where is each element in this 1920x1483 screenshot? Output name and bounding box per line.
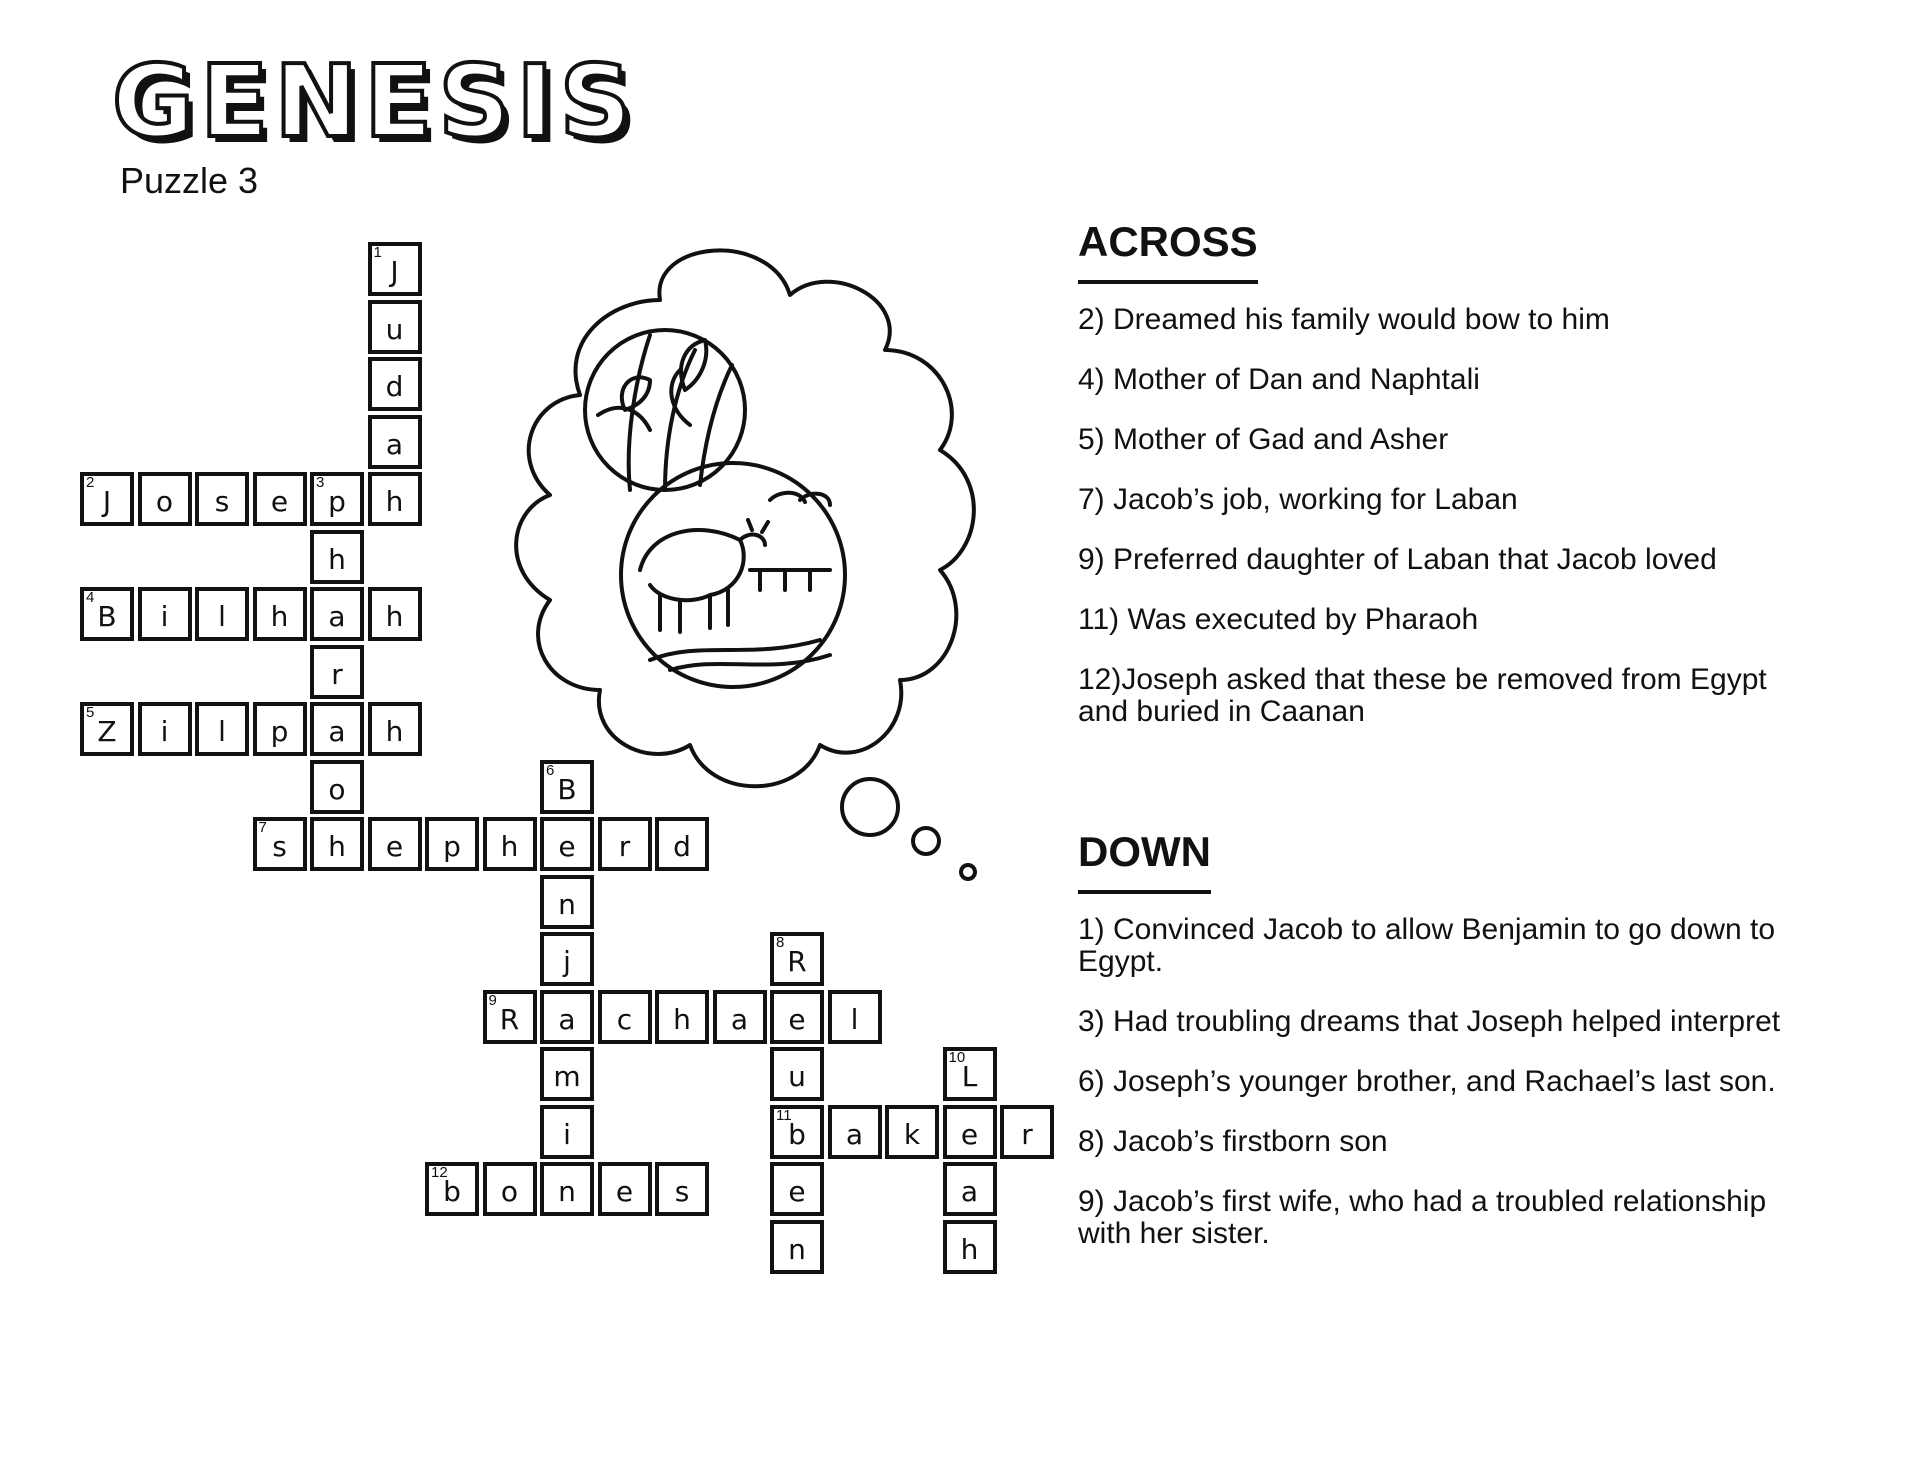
crossword-cell[interactable]: [770, 1047, 824, 1101]
crossword-cell[interactable]: [310, 702, 364, 756]
cell-letter: a: [730, 1002, 749, 1036]
cell-letter: d: [673, 830, 691, 863]
crossword-cell[interactable]: [598, 990, 652, 1044]
cell-letter: e: [788, 1002, 806, 1036]
crossword-cell[interactable]: [138, 702, 192, 756]
crossword-cell[interactable]: [195, 472, 249, 526]
across-clue-list: [1078, 304, 1818, 728]
cell-letter: a: [328, 715, 346, 748]
cell-letter: h: [385, 715, 404, 748]
wheat-dream-icon: [585, 330, 745, 490]
clue-item: 12)Joseph asked that these be removed from Egypt and buried in Caanan: [1078, 663, 1767, 728]
across-clues: [1078, 218, 1818, 756]
cell-letter: b: [788, 1117, 806, 1151]
cell-letter: B: [557, 772, 577, 806]
cell-letter: J: [390, 255, 399, 288]
crossword-cell[interactable]: [253, 702, 307, 756]
cell-letter: r: [618, 830, 631, 863]
clue-item: 11) Was executed by Pharaoh: [1078, 603, 1479, 636]
clue-item: 4) Mother of Dan and Naphtali: [1078, 363, 1480, 396]
clue-number: 11: [776, 1106, 792, 1124]
crossword-cell[interactable]: [138, 587, 192, 641]
clue-item: 6) Joseph’s younger brother, and Rachael’s last son.: [1078, 1065, 1776, 1098]
cell-letter: J: [102, 485, 112, 518]
cell-letter: h: [673, 1002, 691, 1036]
cell-letter: r: [1021, 1117, 1033, 1151]
clue-number: 12: [431, 1164, 448, 1181]
cell-letter: a: [960, 1175, 979, 1208]
crossword-cell[interactable]: [655, 1162, 709, 1216]
cell-letter: a: [385, 427, 404, 461]
clue-item: 9) Preferred daughter of Laban that Jacob loved: [1078, 543, 1717, 576]
cell-letter: o: [328, 772, 346, 806]
clue-number: 4: [86, 589, 95, 606]
cell-letter: h: [328, 542, 346, 576]
crossword-cell[interactable]: [598, 1162, 652, 1216]
clue-item: 7) Jacob’s job, working for Laban: [1078, 483, 1518, 516]
crossword-cell[interactable]: [195, 702, 249, 756]
down-clues: [1078, 828, 1818, 1278]
crossword-cell[interactable]: [310, 587, 364, 641]
crossword-cell[interactable]: [770, 1162, 824, 1216]
clue-item: 3) Had troubling dreams that Joseph helped interpret: [1078, 1005, 1781, 1038]
crossword-cell[interactable]: [368, 242, 422, 296]
clue-number: 8: [776, 934, 785, 951]
cell-letter: p: [328, 485, 346, 518]
crossword-cell[interactable]: [368, 472, 422, 526]
crossword-cell[interactable]: [943, 1162, 997, 1216]
cell-letter: j: [563, 945, 571, 978]
crossword-cell[interactable]: [483, 1162, 537, 1216]
thought-bubble-large: [842, 779, 898, 835]
crossword-cell[interactable]: [770, 1105, 824, 1159]
crossword-cell[interactable]: [540, 1047, 594, 1101]
down-clue-list: [1078, 914, 1818, 1250]
crossword-cell[interactable]: [368, 357, 422, 411]
cell-letter: u: [385, 312, 404, 346]
crossword-cell[interactable]: [770, 1220, 824, 1274]
crossword-cell[interactable]: [828, 1105, 882, 1159]
cell-letter: u: [788, 1060, 806, 1093]
cell-letter: h: [385, 485, 404, 518]
clue-number: 5: [86, 704, 95, 721]
cell-letter: p: [443, 830, 461, 863]
crossword-cell[interactable]: [540, 932, 594, 986]
cell-letter: s: [214, 485, 230, 518]
crossword-cell[interactable]: [368, 587, 422, 641]
crossword-cell[interactable]: [540, 1162, 594, 1216]
crossword-cell[interactable]: [253, 587, 307, 641]
cell-letter: e: [788, 1175, 806, 1208]
crossword-cell[interactable]: [368, 415, 422, 469]
clue-item: 1) Convinced Jacob to allow Benjamin to go down to Egypt.: [1078, 913, 1776, 978]
cell-letter: p: [270, 715, 289, 748]
cell-letter: o: [155, 485, 174, 518]
cell-letter: n: [558, 887, 576, 921]
puzzle-subtitle: Puzzle 3: [120, 160, 259, 201]
cell-letter: s: [272, 830, 287, 863]
cell-letter: a: [558, 1002, 576, 1036]
crossword-cell[interactable]: [425, 817, 479, 871]
clue-item: 5) Mother of Gad and Asher: [1078, 423, 1449, 456]
crossword-cell[interactable]: [540, 990, 594, 1044]
crossword-cell[interactable]: [368, 300, 422, 354]
cell-letter: m: [553, 1060, 581, 1093]
cell-letter: i: [160, 715, 169, 748]
cell-letter: L: [961, 1060, 978, 1093]
crossword-cell[interactable]: [770, 990, 824, 1044]
crossword-cell[interactable]: [195, 587, 249, 641]
crossword-cell[interactable]: [828, 990, 882, 1044]
cell-letter: l: [218, 715, 226, 748]
crossword-cell[interactable]: [310, 472, 364, 526]
thought-cloud-outline: [516, 250, 974, 786]
cell-letter: h: [500, 830, 519, 863]
crossword-cell[interactable]: [310, 645, 364, 699]
dream-cloud-icon: [500, 240, 1000, 890]
cell-letter: e: [558, 830, 576, 863]
crossword-cell[interactable]: [253, 817, 307, 871]
thought-bubble-small: [961, 865, 975, 879]
cell-letter: o: [500, 1175, 519, 1208]
crossword-cell[interactable]: [943, 1220, 997, 1274]
cell-letter: b: [443, 1175, 461, 1208]
cell-letter: s: [674, 1175, 690, 1208]
crossword-cell[interactable]: [885, 1105, 939, 1159]
cell-letter: a: [845, 1117, 864, 1151]
cell-letter: R: [787, 945, 807, 978]
clue-item: 2) Dreamed his family would bow to him: [1078, 303, 1610, 336]
crossword-cell[interactable]: [713, 990, 767, 1044]
crossword-cell[interactable]: [540, 1105, 594, 1159]
crossword-cell[interactable]: [483, 990, 537, 1044]
crossword-cell[interactable]: [943, 1105, 997, 1159]
crossword-cell[interactable]: [80, 472, 134, 526]
cell-letter: r: [331, 657, 343, 691]
crossword-cell[interactable]: [80, 702, 134, 756]
crossword-cell[interactable]: [310, 760, 364, 814]
crossword-cell[interactable]: [253, 472, 307, 526]
cell-letter: i: [160, 600, 169, 633]
crossword-cell[interactable]: [770, 932, 824, 986]
cell-letter: a: [328, 600, 346, 633]
page-title: GENESIS: [112, 43, 638, 160]
cell-letter: d: [385, 370, 404, 403]
across-heading: ACROSS: [1078, 218, 1258, 284]
crossword-cell[interactable]: [1000, 1105, 1054, 1159]
cell-letter: h: [270, 600, 289, 633]
clue-number: 1: [373, 244, 382, 261]
cell-letter: n: [558, 1175, 576, 1208]
cell-letter: R: [499, 1002, 520, 1036]
crossword-cell[interactable]: [655, 990, 709, 1044]
cell-letter: e: [385, 830, 404, 863]
cell-letter: h: [328, 830, 346, 863]
crossword-cell[interactable]: [368, 702, 422, 756]
cattle-dream-icon: [621, 463, 845, 687]
cell-letter: e: [270, 485, 289, 518]
cell-letter: k: [903, 1117, 921, 1151]
cell-letter: n: [788, 1232, 806, 1266]
clue-number: 6: [546, 761, 555, 779]
thought-bubble-medium: [913, 828, 939, 854]
clue-item: 8) Jacob’s firstborn son: [1078, 1125, 1388, 1158]
cell-letter: Z: [97, 715, 117, 748]
clue-number: 10: [948, 1049, 966, 1066]
clue-number: 2: [86, 474, 95, 491]
crossword-cell[interactable]: [368, 817, 422, 871]
clue-item: 9) Jacob’s first wife, who had a troubled relationship with her sister.: [1078, 1185, 1767, 1250]
cell-letter: i: [563, 1117, 571, 1151]
down-heading: DOWN: [1078, 828, 1211, 894]
cell-letter: l: [850, 1002, 859, 1036]
clue-number: 7: [258, 819, 267, 836]
crossword-cell[interactable]: [425, 1162, 479, 1216]
cell-letter: h: [960, 1232, 979, 1266]
crossword-cell[interactable]: [138, 472, 192, 526]
cell-letter: e: [960, 1117, 979, 1151]
crossword-cell[interactable]: [310, 817, 364, 871]
clue-number: 3: [316, 474, 325, 491]
crossword-cell[interactable]: [310, 530, 364, 584]
crossword-cell[interactable]: [943, 1047, 997, 1101]
cell-letter: l: [218, 600, 226, 633]
clue-number: 9: [488, 991, 497, 1009]
crossword-cell[interactable]: [80, 587, 134, 641]
cell-letter: c: [616, 1002, 633, 1036]
cell-letter: h: [385, 600, 404, 633]
cell-letter: B: [97, 600, 117, 633]
cell-letter: e: [615, 1175, 634, 1208]
